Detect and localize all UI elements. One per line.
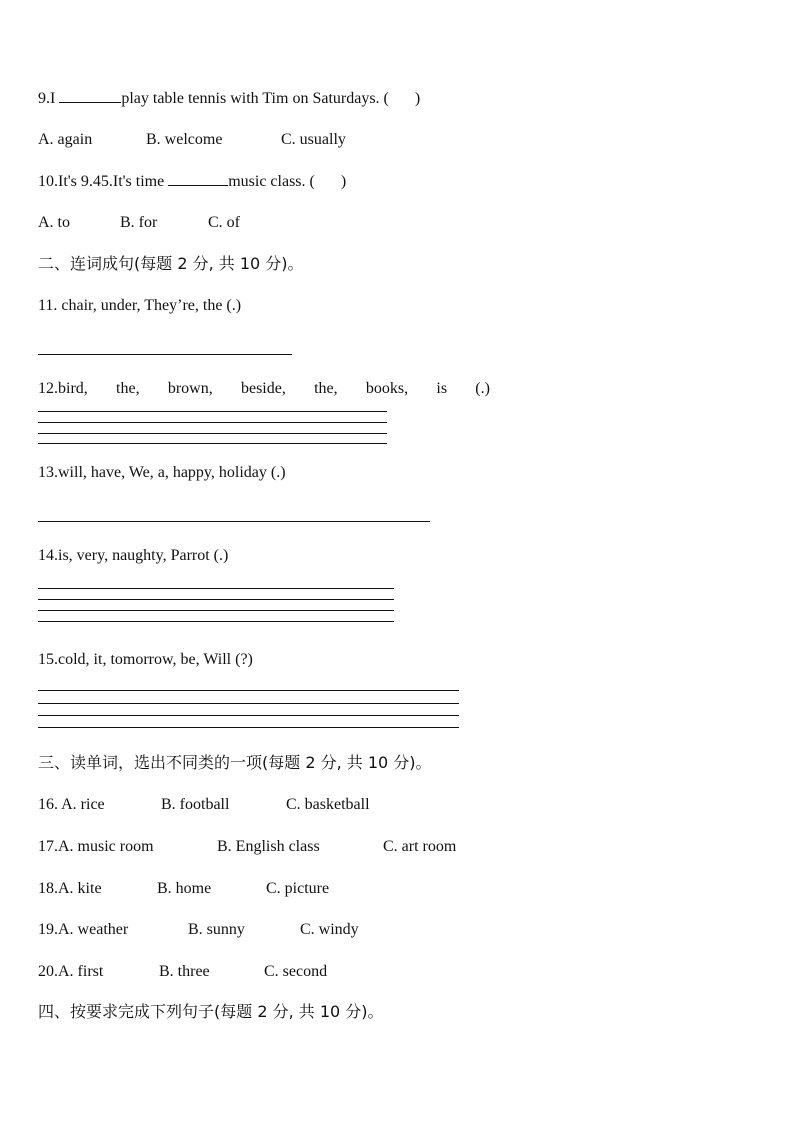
question-11: 11. chair, under, They’re, the (.) bbox=[38, 297, 242, 314]
answer-line[interactable] bbox=[38, 599, 394, 600]
answer-line[interactable] bbox=[38, 703, 459, 704]
answer-line[interactable] bbox=[38, 443, 387, 444]
word: is bbox=[436, 380, 448, 397]
question-10-text-end: music class. ( bbox=[228, 173, 315, 190]
question-17-option-b: B. English class bbox=[217, 838, 320, 855]
word: the, bbox=[314, 380, 338, 397]
section-4-heading: 四、按要求完成下列句子(每题 2 分, 共 10 分)。 bbox=[38, 1002, 384, 1021]
answer-line[interactable] bbox=[38, 354, 292, 355]
question-17-option-c: C. art room bbox=[383, 838, 457, 855]
question-18-option-b: B. home bbox=[157, 880, 212, 897]
word: (.) bbox=[475, 380, 490, 397]
option-a: A. again bbox=[38, 131, 93, 148]
question-19-option-c: C. windy bbox=[300, 921, 359, 938]
answer-blank[interactable] bbox=[168, 171, 228, 186]
question-9-text-start: 9.I bbox=[38, 90, 60, 107]
question-19-option-a: 19.A. weather bbox=[38, 921, 129, 938]
question-12 bbox=[38, 379, 490, 399]
question-16-option-c: C. basketball bbox=[286, 796, 370, 813]
option-c: C. of bbox=[208, 214, 240, 231]
word: brown, bbox=[167, 380, 213, 397]
option-b: B. welcome bbox=[146, 131, 223, 148]
question-18-option-c: C. picture bbox=[266, 880, 330, 897]
question-10-text-start: 10.It's 9.45.It's time bbox=[38, 173, 169, 190]
answer-line[interactable] bbox=[38, 433, 387, 434]
answer-line[interactable] bbox=[38, 588, 394, 589]
answer-line[interactable] bbox=[38, 422, 387, 423]
question-14: 14.is, very, naughty, Parrot (.) bbox=[38, 547, 229, 564]
question-20-option-a: 20.A. first bbox=[38, 963, 104, 980]
question-9 bbox=[38, 88, 420, 109]
section-3-heading: 三、读单词，选出不同类的一项(每题 2 分, 共 10 分)。 bbox=[38, 753, 432, 772]
question-20-option-b: B. three bbox=[159, 963, 210, 980]
answer-line[interactable] bbox=[38, 521, 430, 522]
question-18-option-a: 18.A. kite bbox=[38, 880, 102, 897]
answer-blank[interactable] bbox=[59, 88, 121, 103]
bracket-close: ) bbox=[340, 173, 347, 190]
word: 12.bird, bbox=[38, 380, 88, 397]
question-9-text-end: play table tennis with Tim on Saturdays. ( bbox=[121, 90, 389, 107]
section-2-heading: 二、连词成句(每题 2 分, 共 10 分)。 bbox=[38, 254, 304, 273]
answer-line[interactable] bbox=[38, 411, 387, 412]
question-10 bbox=[38, 171, 346, 192]
option-c: C. usually bbox=[281, 131, 346, 148]
question-16-option-a: 16. A. rice bbox=[38, 796, 105, 813]
word: the, bbox=[116, 380, 140, 397]
answer-line[interactable] bbox=[38, 690, 459, 691]
word: beside, bbox=[240, 380, 286, 397]
word: books, bbox=[365, 380, 409, 397]
question-13: 13.will, have, We, a, happy, holiday (.) bbox=[38, 464, 286, 481]
option-a: A. to bbox=[38, 214, 70, 231]
question-20-option-c: C. second bbox=[264, 963, 328, 980]
answer-line[interactable] bbox=[38, 727, 459, 728]
answer-line[interactable] bbox=[38, 610, 394, 611]
option-b: B. for bbox=[120, 214, 158, 231]
answer-line[interactable] bbox=[38, 621, 394, 622]
question-16-option-b: B. football bbox=[161, 796, 230, 813]
question-15: 15.cold, it, tomorrow, be, Will (?) bbox=[38, 651, 253, 668]
answer-line[interactable] bbox=[38, 715, 459, 716]
question-17-option-a: 17.A. music room bbox=[38, 838, 154, 855]
bracket-close: ) bbox=[414, 90, 421, 107]
question-19-option-b: B. sunny bbox=[188, 921, 245, 938]
